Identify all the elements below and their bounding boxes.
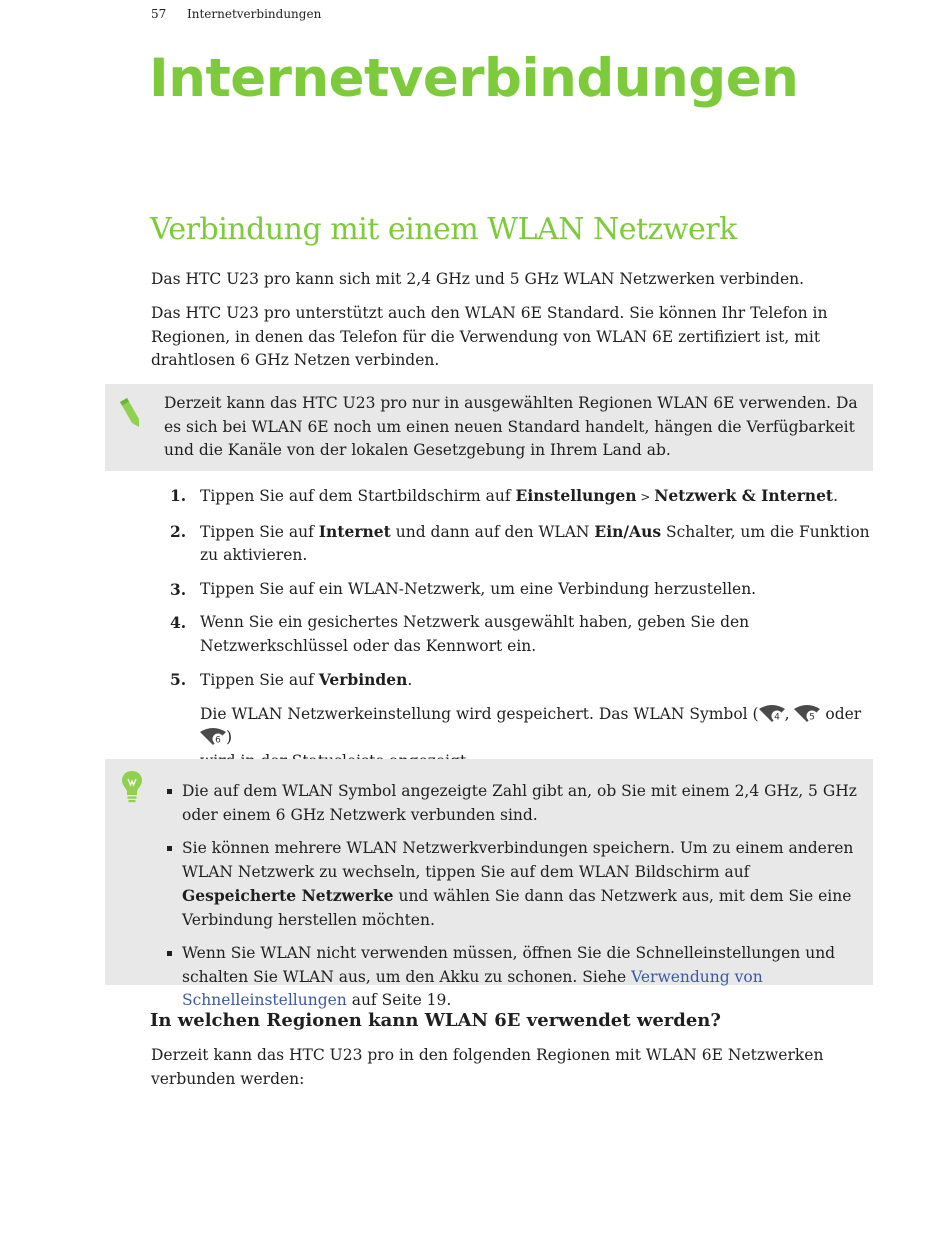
ui-term: Netzwerk & Internet (654, 486, 834, 505)
step-number: 5. (170, 670, 187, 689)
list-item (170, 484, 875, 510)
step-text: und dann auf den WLAN (390, 522, 595, 541)
step-text: . (407, 671, 413, 689)
bullet-square-icon (167, 846, 172, 851)
tip-text: Die auf dem WLAN Symbol angezeigte Zahl gibt an, ob Sie mit einem 2,4 GHz, 5 GHz oder einem 6 GHz Netzwerk verbunden sind. (182, 782, 857, 824)
step-text: Schalter, um die Funktion zu aktivieren. (200, 522, 870, 564)
wifi-6-icon (200, 727, 226, 745)
lightbulb-icon (121, 770, 143, 808)
bullet-square-icon (167, 951, 172, 956)
steps-list (170, 484, 875, 783)
list-item (170, 520, 875, 568)
tip-text: auf Seite 19. (346, 991, 452, 1009)
step-result-text: Die WLAN Netzwerkeinstellung wird gespeichert. Das WLAN Symbol ( (200, 704, 759, 723)
step-separator: > (636, 490, 655, 504)
step-text: Tippen Sie auf dem Startbildschirm auf (200, 487, 516, 505)
intro-paragraph-2: Das HTC U23 pro unterstützt auch den WLAN 6E Standard. Sie können Ihr Telefon in Regionen, in denen das Telefon für die Verwendung von WLAN 6E zertifiziert ist, mit drahtlosen 6 GHz Netzen verbinden. (151, 304, 828, 369)
step-result-text: oder (820, 704, 862, 723)
tip-text: Wenn Sie WLAN nicht verwenden müssen, öffnen Sie die Schnelleinstellungen und schalten Sie WLAN aus, um den Akku zu schonen. Siehe (182, 944, 836, 986)
step-number: 1. (170, 486, 187, 505)
step-text: Tippen Sie auf ein WLAN-Netzwerk, um eine Verbindung herzustellen. (200, 579, 757, 598)
ui-term: Gespeicherte Netzwerke (182, 886, 394, 905)
step-number: 3. (170, 579, 187, 599)
tip-text: und wählen Sie dann das Netzwerk aus, mit dem Sie eine Verbindung herstellen möchten. (182, 887, 852, 929)
step-text: Tippen Sie auf (200, 522, 319, 541)
ui-term: Ein/Aus (594, 521, 662, 541)
subsection-title: In welchen Regionen kann WLAN 6E verwendet werden? (150, 1010, 721, 1031)
note-text: Derzeit kann das HTC U23 pro nur in ausgewählten Regionen WLAN 6E verwenden. Da es sich bei WLAN 6E noch um einen neuen Standard handelt, hängen die Verfügbarkeit und die Kanäle von der lokalen Gesetzgebung in Ihrem Land ab. (164, 394, 858, 459)
tip-text: Sie können mehrere WLAN Netzwerkverbindungen speichern. Um zu einem anderen WLAN Netzwerk zu wechseln, tippen Sie auf dem WLAN Bildschirm auf (182, 839, 854, 881)
ui-term: Verbinden (318, 670, 408, 689)
step-text: Tippen Sie auf (200, 671, 319, 689)
list-item (165, 942, 865, 1013)
step-number: 2. (170, 521, 187, 541)
list-item (170, 668, 875, 773)
ui-term: Einstellungen (515, 486, 637, 505)
list-item (165, 837, 865, 932)
wifi-5-icon (794, 704, 820, 722)
wifi-badge-label: 5 (809, 712, 816, 722)
step-result-text: ) (226, 728, 233, 746)
chapter-title: Internetverbindungen (149, 48, 799, 109)
step-text: Wenn Sie ein gesichertes Netzwerk ausgewählt haben, geben Sie den Netzwerkschlüssel oder das Kennwort ein. (200, 613, 750, 655)
tip-list (165, 780, 865, 1023)
page-number: 57 (151, 7, 167, 21)
pencil-icon (117, 396, 143, 432)
list-item (170, 578, 875, 602)
wifi-badge-label: 6 (215, 735, 221, 745)
list-item (170, 611, 875, 658)
wifi-4-icon (759, 704, 785, 722)
running-header (151, 7, 321, 21)
running-title: Internetverbindungen (187, 7, 322, 21)
step-result-text: , (784, 704, 795, 723)
list-item (165, 780, 865, 827)
step-number: 4. (170, 613, 187, 632)
ui-term: Internet (318, 521, 391, 541)
wifi-badge-label: 4 (773, 712, 780, 722)
subsection-paragraph: Derzeit kann das HTC U23 pro in den folgenden Regionen mit WLAN 6E Netzwerken verbunden werden: (151, 1046, 824, 1088)
bullet-square-icon (167, 789, 172, 794)
quick-settings-link[interactable]: Verwendung von Schnelleinstellungen (182, 967, 763, 1009)
tip-box (105, 759, 873, 1009)
intro-paragraph-1: Das HTC U23 pro kann sich mit 2,4 GHz und 5 GHz WLAN Netzwerken verbinden. (151, 270, 805, 288)
step-text: . (833, 487, 839, 505)
note-box (105, 384, 873, 471)
section-title: Verbindung mit einem WLAN Netzwerk (150, 212, 737, 247)
